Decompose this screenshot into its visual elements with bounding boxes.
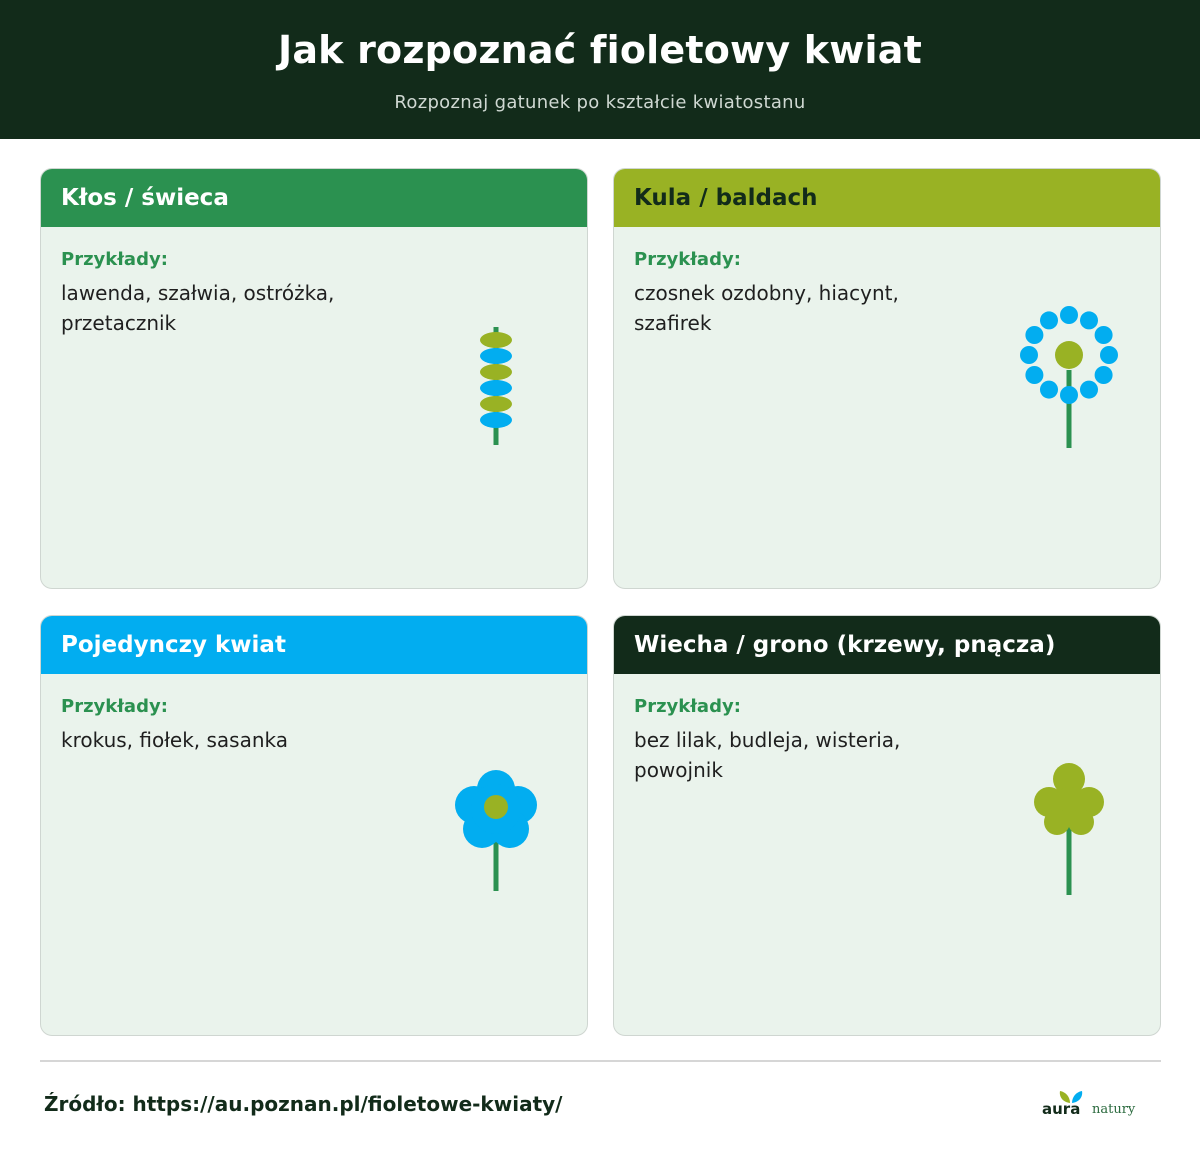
logo-brand-text: aura xyxy=(1042,1100,1081,1118)
single-flower-icon xyxy=(451,767,541,893)
card-globe xyxy=(613,168,1161,589)
globe-inflorescence-icon xyxy=(1017,305,1121,450)
logo-suffix-text: natury xyxy=(1092,1102,1136,1117)
page-subtitle: Rozpoznaj gatunek po kształcie kwiatostanu xyxy=(394,92,806,113)
examples-text: czosnek ozdobny, hiacynt, szafirek xyxy=(634,281,899,335)
source-link[interactable]: Źródło: https://au.poznan.pl/fioletowe-kwiaty/ xyxy=(44,1092,563,1116)
examples-label: Przykłady: xyxy=(634,696,741,717)
card-spike xyxy=(40,168,588,589)
examples-text: lawenda, szałwia, ostróżka, przetacznik xyxy=(61,281,335,335)
examples-text: krokus, fiołek, sasanka xyxy=(61,728,289,752)
card-single xyxy=(40,615,588,1036)
card-panicle-body xyxy=(614,674,1160,1036)
card-globe-title: Kula / baldach xyxy=(614,169,1160,227)
panicle-cluster-icon xyxy=(1029,762,1109,897)
footer-divider xyxy=(40,1060,1161,1062)
examples-label: Przykłady: xyxy=(61,249,168,270)
examples-text: bez lilak, budleja, wisteria, powojnik xyxy=(634,728,901,782)
card-spike-title: Kłos / świeca xyxy=(41,169,587,227)
card-panicle xyxy=(613,615,1161,1036)
page-title: Jak rozpoznać fioletowy kwiat xyxy=(278,28,922,72)
card-globe-body xyxy=(614,227,1160,589)
examples-label: Przykłady: xyxy=(61,696,168,717)
header-banner xyxy=(0,0,1200,139)
card-single-title: Pojedynczy kwiat xyxy=(41,616,587,674)
card-single-body xyxy=(41,674,587,1036)
examples-label: Przykłady: xyxy=(634,249,741,270)
spike-inflorescence-icon xyxy=(471,327,521,447)
card-spike-body xyxy=(41,227,587,589)
brand-logo xyxy=(1040,1092,1140,1122)
card-panicle-title: Wiecha / grono (krzewy, pnącza) xyxy=(614,616,1160,674)
